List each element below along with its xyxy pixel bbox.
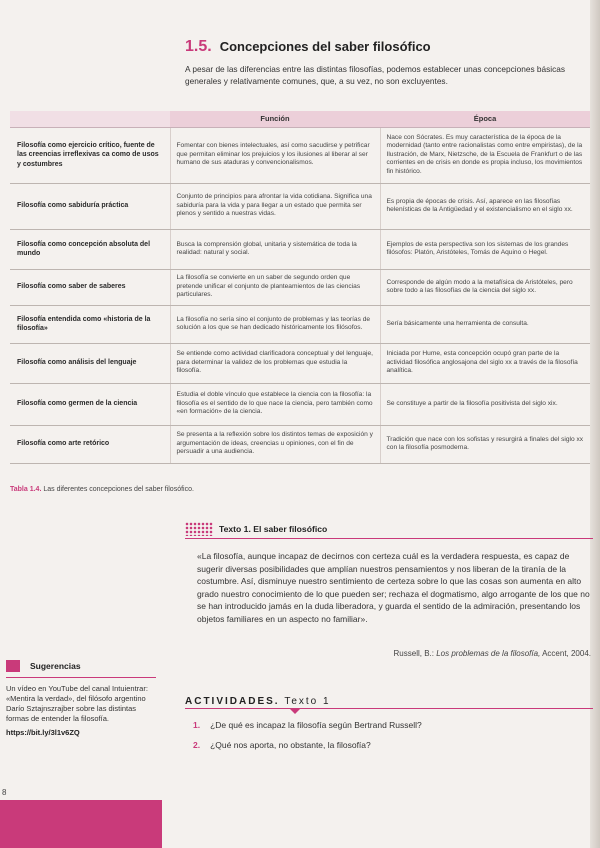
concept-name: Filosofía como arte retórico (10, 425, 170, 463)
concept-function: Se presenta a la reflexión sobre los distintos temas de exposición y argumentación de ideas, creencias u opiniones, con el fin de persuadir a una audiencia. (170, 425, 380, 463)
concept-epoch: Ejemplos de esta perspectiva son los sistemas de los grandes filósofos: Platón, Aristóteles, Tomás de Aquino o Hegel. (380, 229, 590, 269)
concept-function: Estudia el doble vínculo que establece la ciencia con la filosofía: la filosofía es el sentido de lo que nace la ciencia, pero también como «en formación» de la ciencia. (170, 383, 380, 425)
activity-number: 1. (193, 720, 201, 730)
section-intro: A pesar de las diferencias entre las distintas filosofías, podemos establecer unas concepciones básicas generales y relativamente comunes, que, a su vez, no son excluyentes. (185, 64, 566, 86)
concepts-table (10, 111, 590, 464)
bottom-accent-band (0, 800, 162, 848)
activities-subtitle: Texto 1 (284, 696, 331, 707)
section-heading (185, 38, 431, 56)
table-header-blank (10, 111, 170, 127)
suggestions-box (6, 660, 156, 737)
table-row (10, 305, 590, 343)
activity-number: 2. (193, 740, 201, 750)
concept-function: Fomentar con bienes intelectuales, así como sacudirse y petrificar que permitan eliminar los prejuicios y los ilusiones al liberar al ser humano de sus ataduras y convencionalismos. (170, 127, 380, 183)
text-box-title: Texto 1. El saber filosófico (219, 524, 328, 534)
citation-publisher: Accent, 2004. (542, 649, 591, 658)
text-box-rule (185, 538, 593, 539)
table-row (10, 229, 590, 269)
suggestions-text: Un vídeo en YouTube del canal Intuientrar: «Mentira la verdad», del filósofo argentino Darío Sztajnszrajber sobre las distintas formas de entender la filosofía. (6, 684, 148, 723)
concept-name: Filosofía como saber de saberes (10, 269, 170, 305)
table-row (10, 183, 590, 229)
table-row (10, 269, 590, 305)
caption-text: Las diferentes concepciones del saber filosófico. (43, 486, 194, 493)
concept-function: Se entiende como actividad clarificadora conceptual y del lenguaje, para determinar la validez de los problemas que estudia la filosofía. (170, 343, 380, 383)
suggestions-heading (6, 660, 156, 672)
concept-name: Filosofía como germen de la ciencia (10, 383, 170, 425)
concept-function: La filosofía se convierte en un saber de segundo orden que pretende unificar el conjunto de planteamientos de las ciencias particulares. (170, 269, 380, 305)
section-number: 1.5. (185, 38, 212, 55)
activity-item (193, 720, 422, 730)
concept-epoch: Corresponde de algún modo a la metafísica de Aristóteles, pero sobre todo a las filosofías de la ciencia del siglo xx. (380, 269, 590, 305)
table-row (10, 383, 590, 425)
concept-function: Busca la comprensión global, unitaria y sistemática de toda la realidad: natural y social. (170, 229, 380, 269)
table-row (10, 343, 590, 383)
concept-epoch: Tradición que nace con los sofistas y resurgirá a finales del siglo xx con la filosofía posmoderna. (380, 425, 590, 463)
concept-name: Filosofía como análisis del lenguaje (10, 343, 170, 383)
table-caption (10, 486, 194, 493)
concept-epoch: Sería básicamente una herramienta de consulta. (380, 305, 590, 343)
activities-rule (185, 708, 593, 709)
concept-function: Conjunto de principios para afrontar la vida cotidiana. Significa una sabiduría para la vida y para llegar a un estado que permita ser plenos y sentido a nuestras vidas. (170, 183, 380, 229)
triangle-marker-icon (289, 708, 301, 714)
activities-heading (185, 696, 593, 707)
text-box (185, 522, 593, 658)
table-header-epoch: Época (380, 111, 590, 127)
text-box-heading (185, 522, 593, 536)
table-header-function: Función (170, 111, 380, 127)
suggestions-link[interactable]: https://bit.ly/3l1v6ZQ (6, 728, 80, 737)
table-header-row (10, 111, 590, 127)
concept-epoch: Iniciada por Hume, esta concepción ocupó gran parte de la actividad filosófica anglosajona del siglo xx a través de la filosofía analítica. (380, 343, 590, 383)
activity-text: ¿Qué nos aporta, no obstante, la filosofía? (210, 740, 371, 750)
pink-square-icon (6, 660, 20, 672)
suggestions-title: Sugerencias (30, 661, 81, 671)
activities-block (185, 696, 593, 750)
section-title: Concepciones del saber filosófico (219, 39, 431, 54)
citation-author: Russell, B.: (393, 649, 434, 658)
activity-text: ¿De qué es incapaz la filosofía según Bertrand Russell? (210, 720, 422, 730)
caption-label: Tabla 1.4. (10, 486, 42, 493)
suggestions-rule (6, 677, 156, 678)
concept-epoch: Se constituye a partir de la filosofía positivista del siglo xix. (380, 383, 590, 425)
dotted-triangle-icon (185, 522, 213, 536)
activities-title: ACTIVIDADES. (185, 696, 280, 707)
citation-work: Los problemas de la filosofía, (436, 649, 541, 658)
concept-name: Filosofía entendida como «historia de la filosofía» (10, 305, 170, 343)
concept-function: La filosofía no sería sino el conjunto de problemas y las teorías de solución a los que se han dedicado históricamente los filósofos. (170, 305, 380, 343)
table-row (10, 127, 590, 183)
text-box-quote: «La filosofía, aunque incapaz de decirnos con certeza cuál es la verdadera respuesta, es capaz de sugerir diversas posibilidades que amplían nuestros pensamientos y nos liberan de la tiranía de la costumbre. Así, disminuye nuestro sentimiento de certeza sobre lo que las cosas son aumenta en alto grado nuestro conocimiento de lo que pueden ser; rechaza el dogmatismo, algo arrogante de los que no se han introducido jamás en la duda liberadora, y guarda el sentido de la admiración, presentando los objetos familiares en un aspecto no familiar». (197, 551, 590, 624)
concept-name: Filosofía como concepción absoluta del mundo (10, 229, 170, 269)
concept-name: Filosofía como sabiduría práctica (10, 183, 170, 229)
page-number: 8 (2, 788, 7, 797)
activity-item (193, 740, 371, 750)
concept-epoch: Nace con Sócrates. Es muy característica de la época de la modernidad (tanto entre racionalistas como entre empiristas), de la Ilustración, de Marx, Nietzsche, de la Escuela de Frankfurt o de las corrientes en de crisis en donde es propia incluso, los movimientos fin histórico. (380, 127, 590, 183)
table-row (10, 425, 590, 463)
text-box-citation (394, 649, 591, 658)
concept-name: Filosofía como ejercicio crítico, fuente de las creencias irreflexivas ca como de usos y costumbres (10, 127, 170, 183)
page-edge-shadow (590, 0, 600, 848)
concept-epoch: Es propia de épocas de crisis. Así, aparece en las filosofías helenísticas de la Antigüedad y el existencialismo en el siglo xx. (380, 183, 590, 229)
